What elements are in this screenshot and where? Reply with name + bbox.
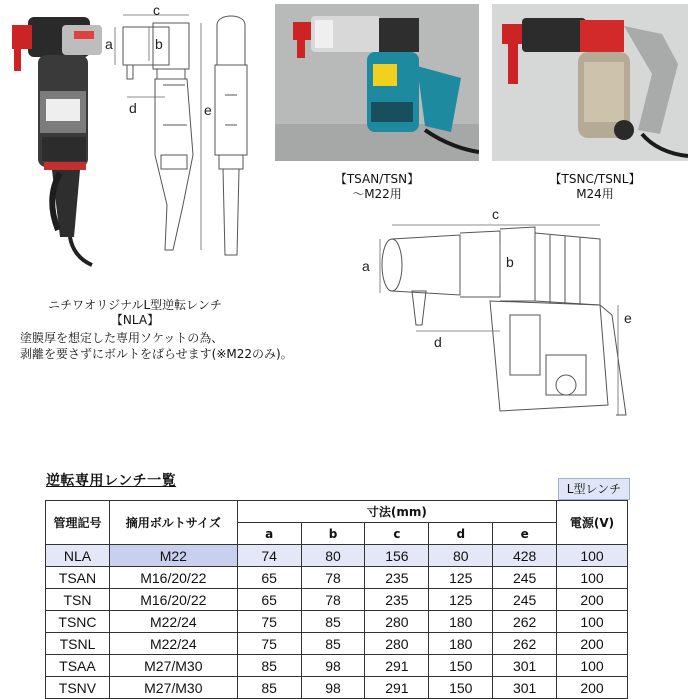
cell-power: 100	[557, 655, 628, 677]
cell-a: 75	[237, 633, 301, 655]
header-b: b	[301, 523, 365, 545]
cell-bolt: M22/24	[109, 633, 237, 655]
cell-b: 78	[301, 567, 365, 589]
cell-power: 100	[557, 545, 628, 567]
dim-a-label-2: a	[362, 258, 370, 274]
dim-c-label: c	[153, 5, 160, 18]
nla-wrench-photo	[0, 5, 110, 270]
cell-b: 80	[301, 545, 365, 567]
cell-d: 180	[429, 611, 493, 633]
cell-code: TSNV	[46, 677, 110, 699]
cell-c: 291	[365, 655, 429, 677]
cell-power: 100	[557, 611, 628, 633]
cell-b: 98	[301, 677, 365, 699]
cell-a: 65	[237, 567, 301, 589]
tsnc-tsnl-caption	[520, 172, 670, 202]
header-a: a	[237, 523, 301, 545]
cell-c: 280	[365, 633, 429, 655]
cell-b: 85	[301, 611, 365, 633]
header-bolt: 摘用ボルトサイズ	[109, 501, 237, 545]
cell-bolt: M16/20/22	[109, 567, 237, 589]
cell-code: NLA	[46, 545, 110, 567]
cell-b: 85	[301, 633, 365, 655]
nla-dimension-drawing	[105, 5, 270, 270]
cell-power: 200	[557, 633, 628, 655]
table-row	[46, 655, 628, 677]
table-row	[46, 589, 628, 611]
header-dims: 寸法(mm)	[237, 501, 556, 523]
dim-b-label: b	[155, 36, 163, 52]
cell-c: 235	[365, 589, 429, 611]
cell-bolt: M27/M30	[109, 655, 237, 677]
cell-a: 85	[237, 655, 301, 677]
tsnc-caption-line2: M24用	[576, 187, 614, 201]
tsnc-caption-line1: 【TSNC/TSNL】	[549, 172, 641, 186]
cell-c: 156	[365, 545, 429, 567]
dim-a-label: a	[105, 36, 113, 52]
cell-e: 245	[493, 567, 557, 589]
cell-e: 301	[493, 655, 557, 677]
cell-d: 125	[429, 567, 493, 589]
header-c: c	[365, 523, 429, 545]
cell-a: 65	[237, 589, 301, 611]
cell-b: 98	[301, 655, 365, 677]
cell-a: 75	[237, 611, 301, 633]
tsnc-tsnl-photo	[492, 4, 688, 161]
cell-e: 262	[493, 633, 557, 655]
cell-bolt: M22/24	[109, 611, 237, 633]
tsan-tsn-photo	[275, 4, 479, 161]
table-row	[46, 611, 628, 633]
header-d: d	[429, 523, 493, 545]
cell-e: 428	[493, 545, 557, 567]
cell-bolt: M27/M30	[109, 677, 237, 699]
tsan-tsn-caption	[302, 172, 452, 202]
dim-e-label-2: e	[624, 310, 632, 326]
table-row	[46, 677, 628, 699]
cell-bolt: M22	[109, 545, 237, 567]
cell-c: 291	[365, 677, 429, 699]
l-type-tag: L型レンチ	[558, 478, 630, 500]
l-wrench-dimension-drawing	[350, 205, 650, 445]
nla-description-line2: 剥離を要さずにボルトをばらせます(※M22のみ)。	[20, 347, 293, 361]
wrench-spec-table	[45, 500, 628, 699]
nla-caption-line1: ニチワオリジナルL型逆転レンチ	[48, 298, 222, 312]
cell-code: TSAA	[46, 655, 110, 677]
nla-caption-line2: 【NLA】	[110, 313, 160, 327]
header-power: 電源(V)	[557, 501, 628, 545]
cell-d: 150	[429, 655, 493, 677]
dim-c-label-2: c	[492, 206, 499, 222]
cell-code: TSNL	[46, 633, 110, 655]
cell-e: 245	[493, 589, 557, 611]
cell-a: 85	[237, 677, 301, 699]
header-code: 管理記号	[46, 501, 110, 545]
tsan-caption-line2: ～M22用	[352, 187, 402, 201]
table-row	[46, 567, 628, 589]
header-e: e	[493, 523, 557, 545]
table-row	[46, 545, 628, 567]
dim-d-label-2: d	[434, 334, 442, 350]
cell-c: 235	[365, 567, 429, 589]
dim-d-label: d	[129, 100, 137, 116]
cell-code: TSAN	[46, 567, 110, 589]
cell-a: 74	[237, 545, 301, 567]
cell-b: 78	[301, 589, 365, 611]
cell-e: 301	[493, 677, 557, 699]
cell-code: TSNC	[46, 611, 110, 633]
nla-description-line1: 塗膜厚を想定した専用ソケットの為、	[20, 331, 224, 345]
cell-d: 180	[429, 633, 493, 655]
cell-bolt: M16/20/22	[109, 589, 237, 611]
cell-e: 262	[493, 611, 557, 633]
tsan-caption-line1: 【TSAN/TSN】	[334, 172, 420, 186]
table-title: 逆転専用レンチ一覧	[46, 473, 177, 489]
nla-description	[20, 330, 320, 362]
cell-d: 125	[429, 589, 493, 611]
cell-code: TSN	[46, 589, 110, 611]
table-row	[46, 633, 628, 655]
dim-b-label-2: b	[506, 254, 514, 270]
cell-c: 280	[365, 611, 429, 633]
nla-caption	[20, 298, 250, 328]
dim-e-label: e	[204, 102, 212, 118]
cell-d: 150	[429, 677, 493, 699]
cell-power: 200	[557, 677, 628, 699]
cell-power: 100	[557, 567, 628, 589]
cell-d: 80	[429, 545, 493, 567]
cell-power: 200	[557, 589, 628, 611]
